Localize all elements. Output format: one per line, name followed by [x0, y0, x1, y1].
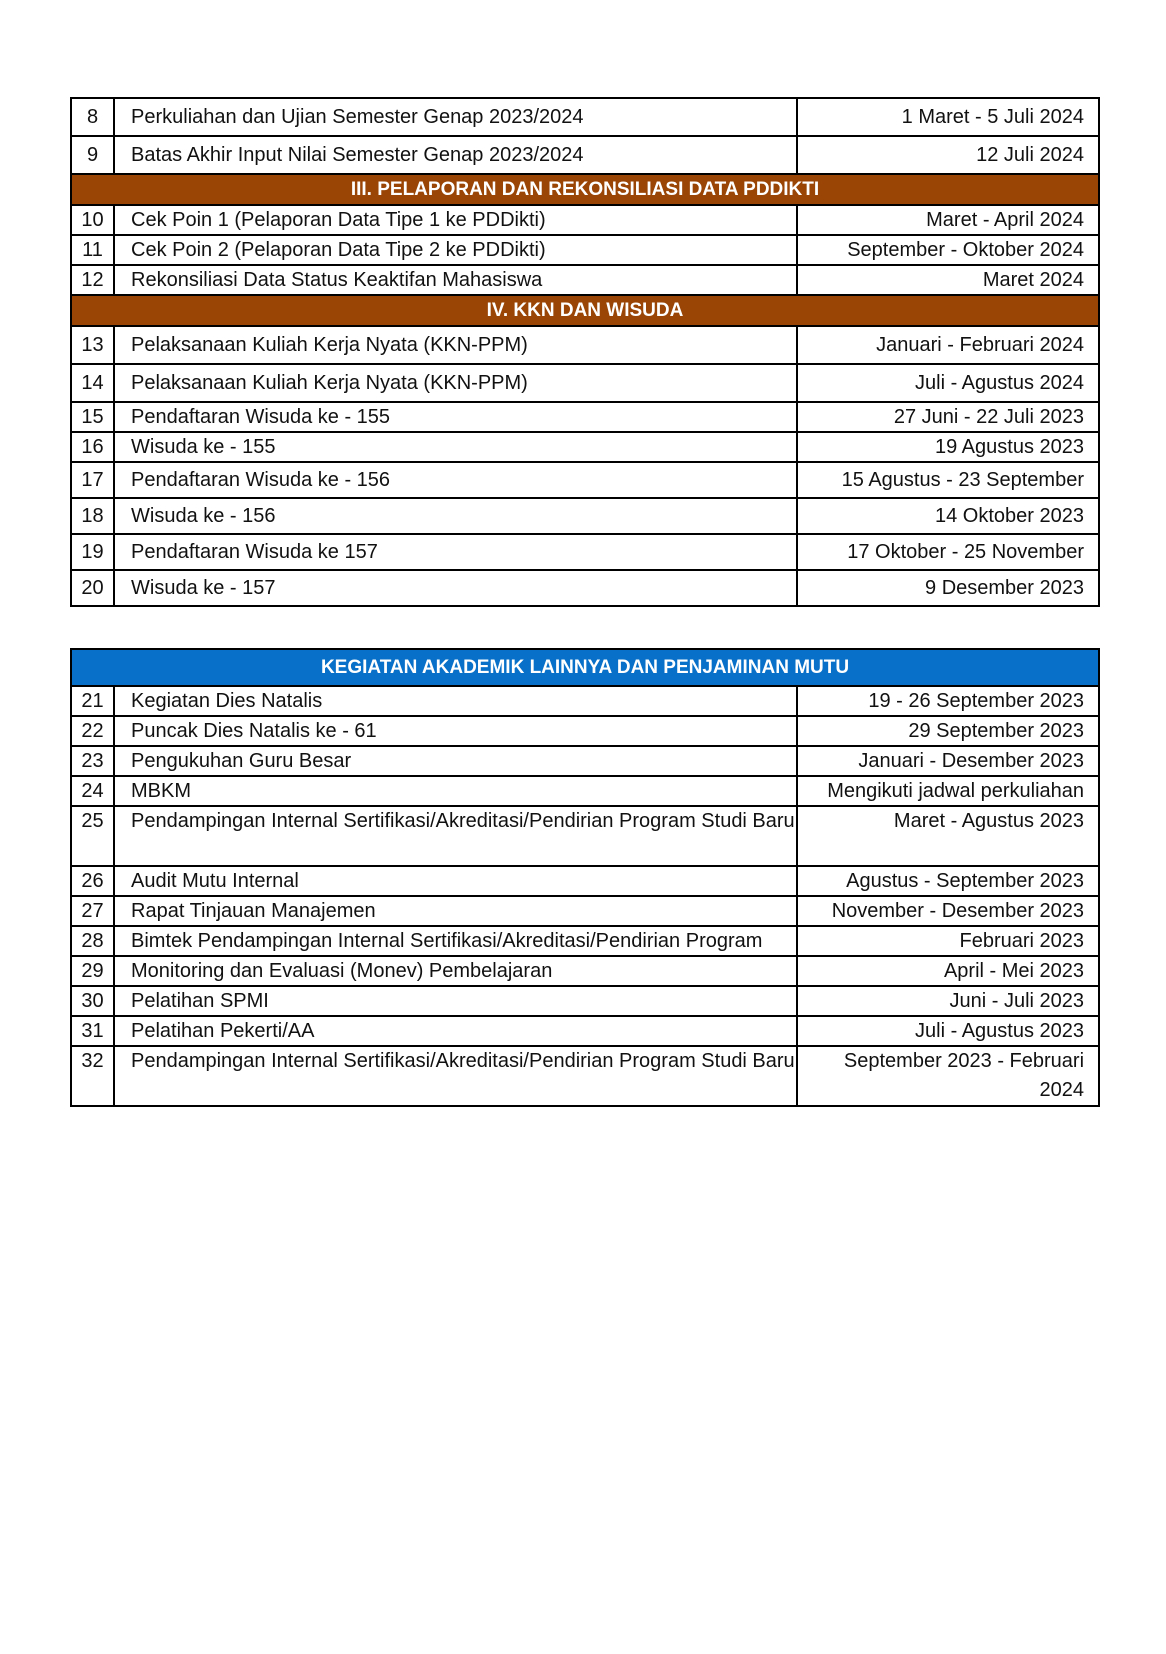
activity-cell: Kegiatan Dies Natalis	[114, 686, 797, 716]
activity-cell: Pendampingan Internal Sertifikasi/Akreditasi/Pendirian Program Studi Baru	[114, 806, 797, 866]
activity-cell: Cek Poin 1 (Pelaporan Data Tipe 1 ke PDDikti)	[114, 205, 797, 235]
date-cell: 9 Desember 2023	[797, 570, 1099, 606]
table-row	[71, 364, 1099, 402]
date-cell: Januari - Desember 2023	[797, 746, 1099, 776]
row-number: 20	[71, 570, 114, 606]
activity-cell: Wisuda ke - 156	[114, 498, 797, 534]
date-cell: Maret - April 2024	[797, 205, 1099, 235]
table-row	[71, 686, 1099, 716]
activity-cell: Cek Poin 2 (Pelaporan Data Tipe 2 ke PDDikti)	[114, 235, 797, 265]
date-cell: 29 September 2023	[797, 716, 1099, 746]
table-row	[71, 570, 1099, 606]
activity-cell: Rapat Tinjauan Manajemen	[114, 896, 797, 926]
table-row	[71, 205, 1099, 235]
row-number: 18	[71, 498, 114, 534]
date-cell: 19 Agustus 2023	[797, 432, 1099, 462]
activity-cell: Puncak Dies Natalis ke - 61	[114, 716, 797, 746]
date-cell: Mengikuti jadwal perkuliahan	[797, 776, 1099, 806]
table-row	[71, 136, 1099, 174]
date-cell: 27 Juni - 22 Juli 2023	[797, 402, 1099, 432]
row-number: 23	[71, 746, 114, 776]
row-number: 29	[71, 956, 114, 986]
table-row	[71, 956, 1099, 986]
table-row	[71, 776, 1099, 806]
activity-cell: Wisuda ke - 155	[114, 432, 797, 462]
table-row	[71, 716, 1099, 746]
row-number: 26	[71, 866, 114, 896]
activity-cell: Pendaftaran Wisuda ke 157	[114, 534, 797, 570]
table-row	[71, 98, 1099, 136]
activity-cell: Pelaksanaan Kuliah Kerja Nyata (KKN-PPM)	[114, 364, 797, 402]
date-cell: 1 Maret - 5 Juli 2024	[797, 98, 1099, 136]
activity-cell: Pendaftaran Wisuda ke - 155	[114, 402, 797, 432]
schedule-table	[70, 97, 1100, 607]
date-cell: April - Mei 2023	[797, 956, 1099, 986]
row-number: 24	[71, 776, 114, 806]
activity-cell: Bimtek Pendampingan Internal Sertifikasi/Akreditasi/Pendirian Program	[114, 926, 797, 956]
table-row	[71, 1046, 1099, 1106]
date-cell: Januari - Februari 2024	[797, 326, 1099, 364]
date-cell: September - Oktober 2024	[797, 235, 1099, 265]
table-row	[71, 746, 1099, 776]
row-number: 25	[71, 806, 114, 866]
activity-cell: Wisuda ke - 157	[114, 570, 797, 606]
date-cell: 14 Oktober 2023	[797, 498, 1099, 534]
table-row	[71, 402, 1099, 432]
row-number: 11	[71, 235, 114, 265]
table-row	[71, 462, 1099, 498]
row-number: 12	[71, 265, 114, 295]
table-row	[71, 986, 1099, 1016]
table-row	[71, 866, 1099, 896]
date-cell: 12 Juli 2024	[797, 136, 1099, 174]
activity-cell: Pendaftaran Wisuda ke - 156	[114, 462, 797, 498]
table-header-row	[71, 649, 1099, 686]
section-header-row	[71, 174, 1099, 205]
table-row	[71, 432, 1099, 462]
activity-cell: Pengukuhan Guru Besar	[114, 746, 797, 776]
date-cell: November - Desember 2023	[797, 896, 1099, 926]
activity-cell: Pendampingan Internal Sertifikasi/Akreditasi/Pendirian Program Studi Baru	[114, 1046, 797, 1106]
activity-cell: MBKM	[114, 776, 797, 806]
activity-cell: Pelatihan SPMI	[114, 986, 797, 1016]
date-cell: 15 Agustus - 23 September	[797, 462, 1099, 498]
row-number: 9	[71, 136, 114, 174]
activity-cell: Batas Akhir Input Nilai Semester Genap 2023/2024	[114, 136, 797, 174]
date-cell: 19 - 26 September 2023	[797, 686, 1099, 716]
table-title: KEGIATAN AKADEMIK LAINNYA DAN PENJAMINAN MUTU	[71, 649, 1099, 686]
section-title: IV. KKN DAN WISUDA	[71, 295, 1099, 326]
activity-cell: Perkuliahan dan Ujian Semester Genap 2023/2024	[114, 98, 797, 136]
row-number: 31	[71, 1016, 114, 1046]
table-row	[71, 265, 1099, 295]
row-number: 8	[71, 98, 114, 136]
section-header-row	[71, 295, 1099, 326]
table-row	[71, 326, 1099, 364]
activity-cell: Rekonsiliasi Data Status Keaktifan Mahasiswa	[114, 265, 797, 295]
row-number: 17	[71, 462, 114, 498]
table-row	[71, 1016, 1099, 1046]
row-number: 14	[71, 364, 114, 402]
activity-cell: Audit Mutu Internal	[114, 866, 797, 896]
row-number: 32	[71, 1046, 114, 1106]
academic-activities-table	[70, 648, 1100, 1107]
table-row	[71, 896, 1099, 926]
row-number: 30	[71, 986, 114, 1016]
row-number: 15	[71, 402, 114, 432]
date-cell: Maret - Agustus 2023	[797, 806, 1099, 866]
table-row	[71, 498, 1099, 534]
row-number: 21	[71, 686, 114, 716]
date-cell: Agustus - September 2023	[797, 866, 1099, 896]
table-row	[71, 806, 1099, 866]
table-row	[71, 926, 1099, 956]
row-number: 22	[71, 716, 114, 746]
row-number: 27	[71, 896, 114, 926]
activity-cell: Pelatihan Pekerti/AA	[114, 1016, 797, 1046]
row-number: 10	[71, 205, 114, 235]
activity-cell: Pelaksanaan Kuliah Kerja Nyata (KKN-PPM)	[114, 326, 797, 364]
date-cell: Maret 2024	[797, 265, 1099, 295]
date-cell: September 2023 - Februari 2024	[797, 1046, 1099, 1106]
row-number: 28	[71, 926, 114, 956]
date-cell: Juni - Juli 2023	[797, 986, 1099, 1016]
date-cell: Juli - Agustus 2023	[797, 1016, 1099, 1046]
activity-cell: Monitoring dan Evaluasi (Monev) Pembelajaran	[114, 956, 797, 986]
table-row	[71, 534, 1099, 570]
date-cell: 17 Oktober - 25 November	[797, 534, 1099, 570]
date-cell: Februari 2023	[797, 926, 1099, 956]
row-number: 16	[71, 432, 114, 462]
date-cell: Juli - Agustus 2024	[797, 364, 1099, 402]
row-number: 19	[71, 534, 114, 570]
row-number: 13	[71, 326, 114, 364]
table-row	[71, 235, 1099, 265]
section-title: III. PELAPORAN DAN REKONSILIASI DATA PDDIKTI	[71, 174, 1099, 205]
